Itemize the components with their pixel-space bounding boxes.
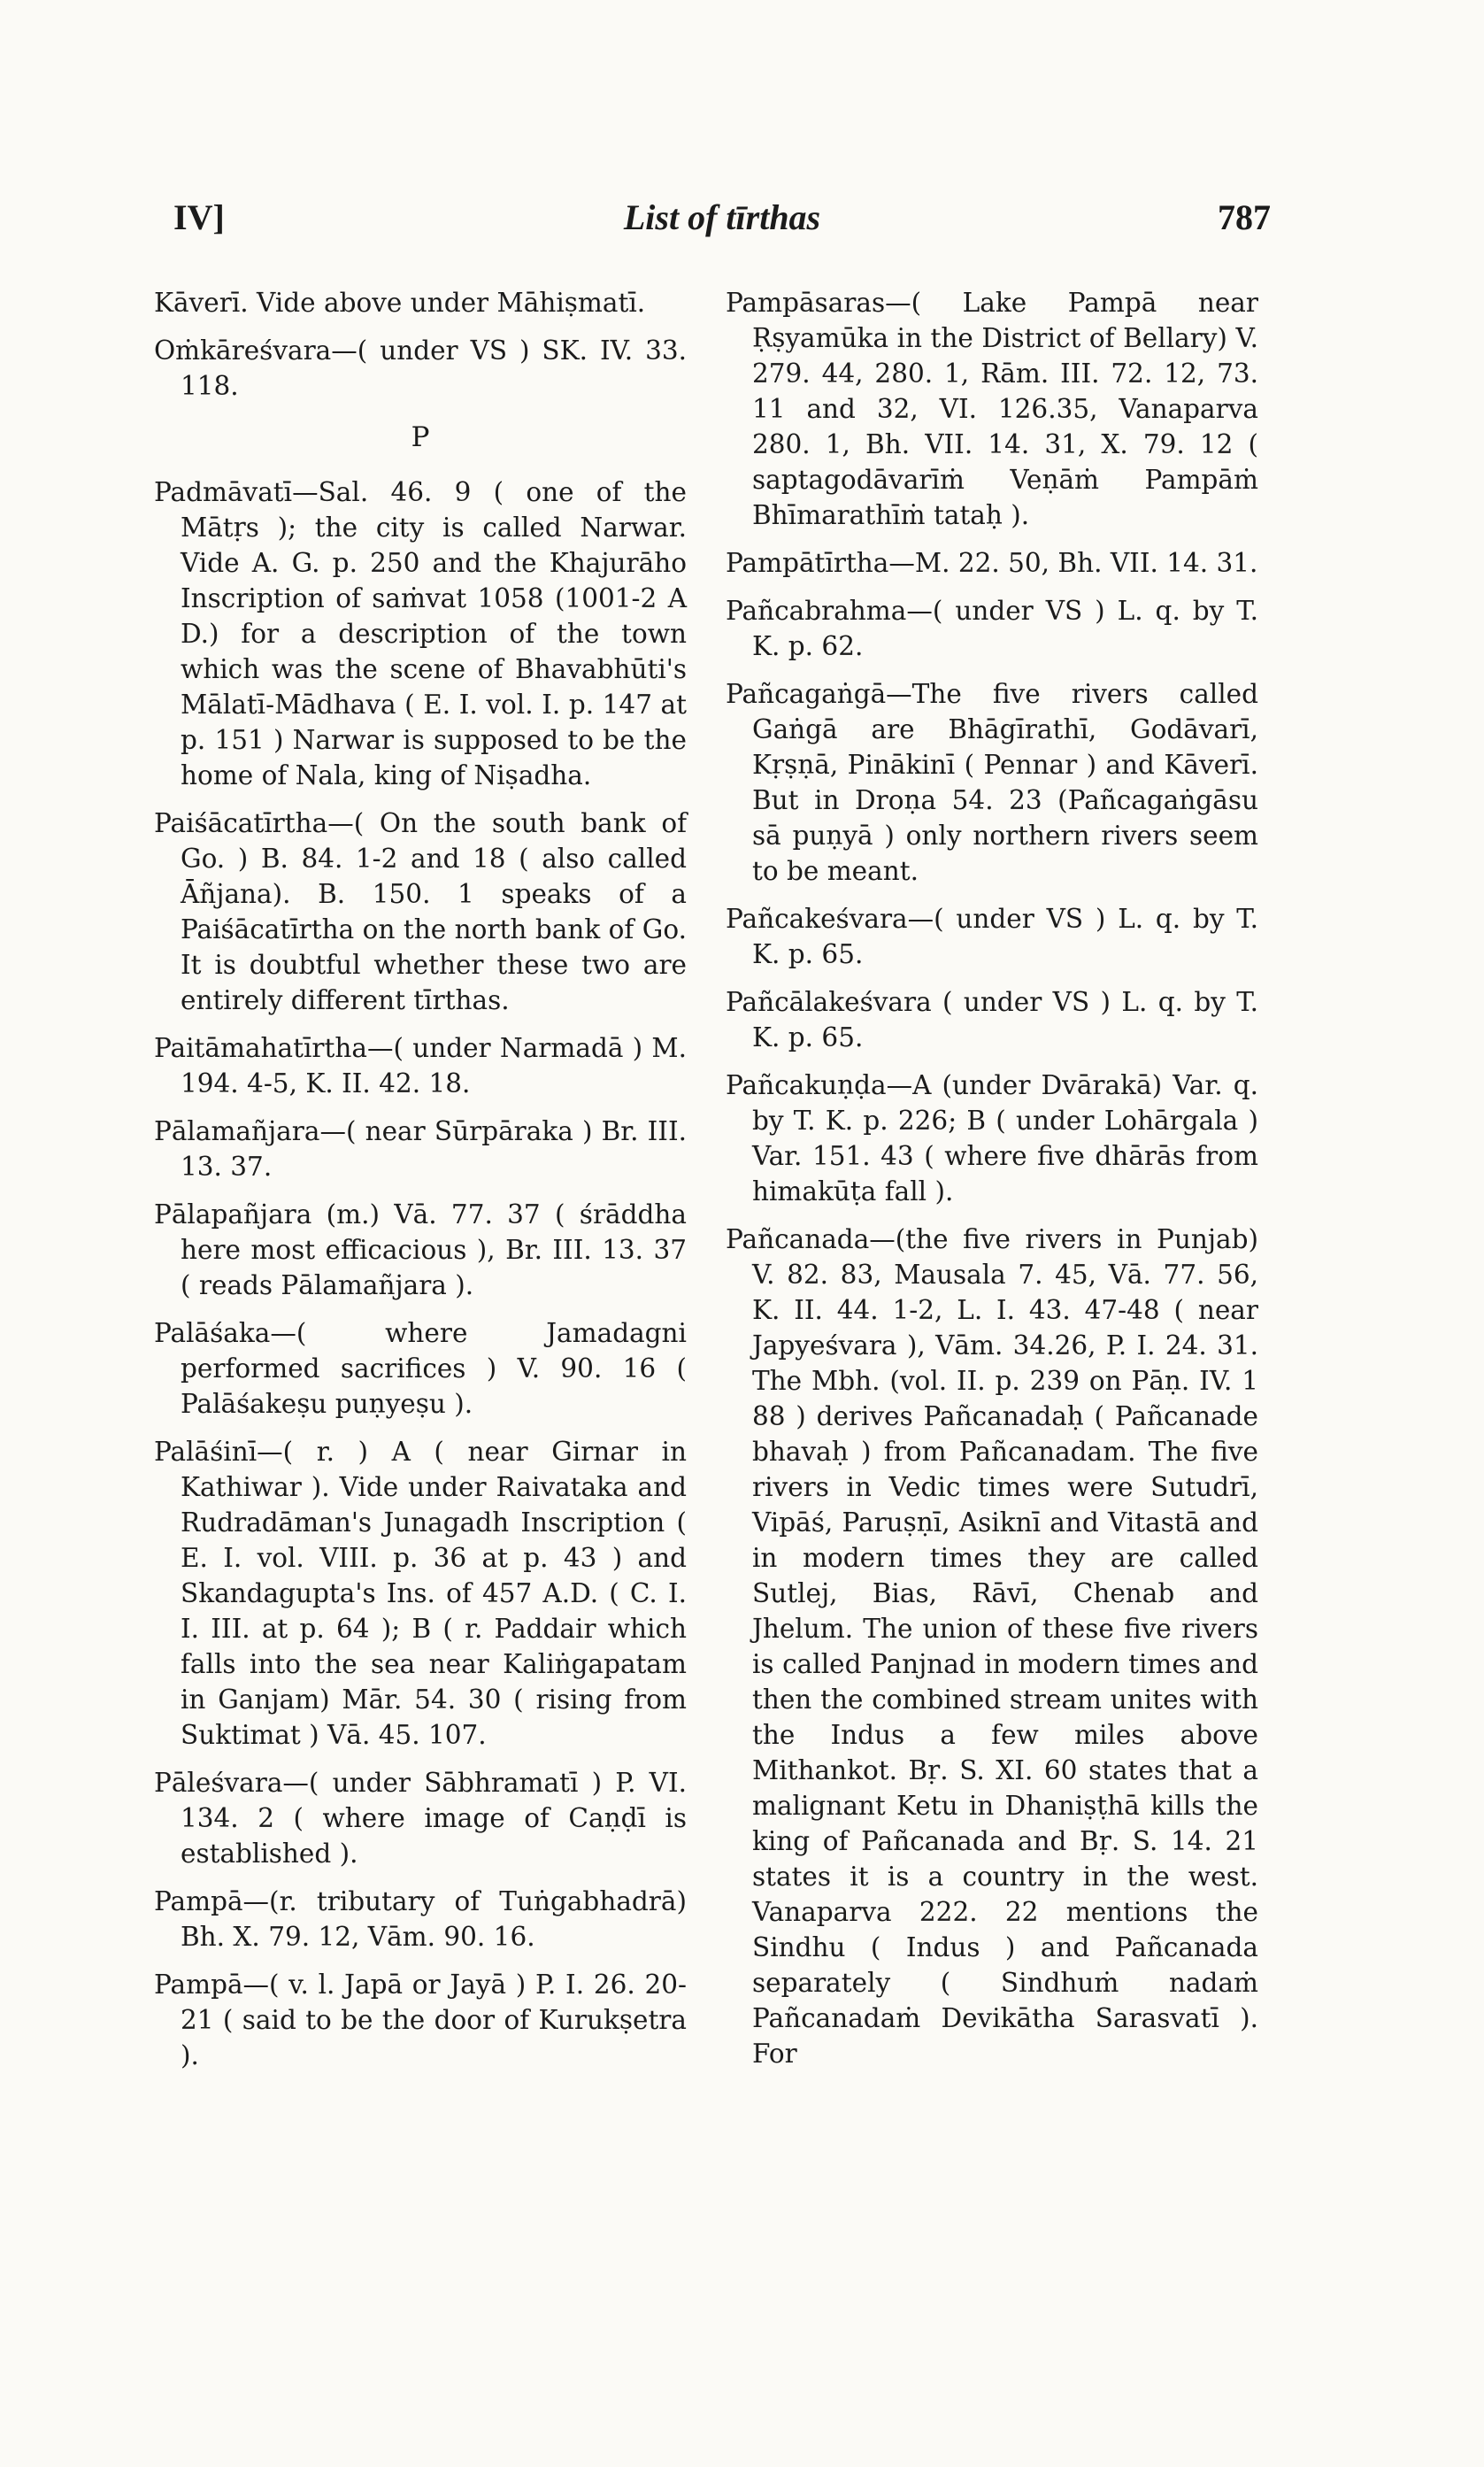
entry: Pampātīrtha—M. 22. 50, Bh. VII. 14. 31. <box>726 548 1258 578</box>
section-number: IV] <box>173 197 225 237</box>
right-column <box>726 285 1258 2084</box>
entry: Palāśaka—( where Jamadagni performed sacrifices ) V. 90. 16 ( Palāśakeṣu puṇyeṣu ). <box>154 1318 687 1419</box>
entry: Padmāvatī—Sal. 46. 9 ( one of the Mātṛs ); the city is called Narwar. Vide A. G. p. 250 and the Khajurāho Inscription of saṁvat 1058 (1001-2 A D.) for a description of the town which was the scene of Bhavabhūti's Mālatī-Mādhava ( E. I. vol. I. p. 147 at p. 151 ) Narwar is supposed to be the home of Nala, king of Niṣadha. <box>154 477 687 790</box>
entry: Paitāmahatīrtha—( under Narmadā ) M. 194. 4-5, K. II. 42. 18. <box>154 1033 687 1099</box>
entry: Oṁkāreśvara—( under VS ) SK. IV. 33. 118. <box>154 335 687 401</box>
entry: Kāverī. Vide above under Māhiṣmatī. <box>154 288 646 318</box>
entry: Pañcakeśvara—( under VS ) L. q. by T. K. p. 65. <box>726 904 1258 969</box>
entry: Pañcakuṇḍa—A (under Dvārakā) Var. q. by T. K. p. 226; B ( under Lohārgala ) Var. 151. 43 ( where five dhārās from himakūṭa fall ). <box>726 1070 1258 1207</box>
entry: Pañcabrahma—( under VS ) L. q. by T. K. p. 62. <box>726 596 1258 661</box>
entry: Palāśinī—( r. ) A ( near Girnar in Kathiwar ). Vide under Raivataka and Rudradāman's Junagadh Inscription ( E. I. vol. VIII. p. 36 at p. 43 ) and Skandagupta's Ins. of 457 A.D. ( C. I. I. III. at p. 64 ); B ( r. Paddair which falls into the sea near Kaliṅgapatam in Ganjam) Mār. 54. 30 ( rising from Suktimat ) Vā. 45. 107. <box>154 1437 687 1750</box>
running-title: List of tīrthas <box>623 197 821 237</box>
entry: Pañcanada—(the five rivers in Punjab) V. 82. 83, Mausala 7. 45, Vā. 77. 56, K. II. 44. 1-2, L. I. 43. 47-48 ( near Japyeśvara ), Vām. 34.26, P. I. 24. 31. The Mbh. (vol. II. p. 239 on Pāṇ. IV. 1 88 ) derives Pañcanadaḥ ( Pañcanade bhavaḥ ) from Pañcanadam. The five rivers in Vedic times were Sutudrī, Vipāś, Paruṣṇī, Asiknī and Vitastā and in modern times they are called Sutlej, Bias, Rāvī, Chenab and Jhelum. The union of these five rivers is called Panjnad in modern times and then the combined stream unites with the Indus a few miles above Mithankot. Bṛ. S. XI. 60 states that a malignant Ketu in Dhaniṣṭhā kills the king of Pañcanada and Bṛ. S. 14. 21 states it is a country in the west. Vanaparva 222. 22 mentions the Sindhu ( Indus ) and Pañcanada separately ( Sindhuṁ nadaṁ Pañcanadaṁ Devikātha Sarasvatī ). For <box>726 1224 1258 2069</box>
page-number: 787 <box>1218 197 1271 237</box>
entry: Pālapañjara (m.) Vā. 77. 37 ( śrāddha here most efficacious ), Br. III. 13. 37 ( reads Pālamañjara ). <box>154 1199 687 1300</box>
entry: Paiśācatīrtha—( On the south bank of Go. ) B. 84. 1-2 and 18 ( also called Āñjana). B. 150. 1 speaks of a Paiśācatīrtha on the north bank of Go. It is doubtful whether these two are entirely different tīrthas. <box>154 808 687 1015</box>
page-header <box>173 197 1271 241</box>
letter-heading: P <box>411 421 430 453</box>
entry: Pampāsaras—( Lake Pampā near Ṛṣyamūka in the District of Bellary) V. 279. 44, 280. 1, Rām. III. 72. 12, 73. 11 and 32, VI. 126.35, Vanaparva 280. 1, Bh. VII. 14. 31, X. 79. 12 ( saptagodāvarīṁ Veṇāṁ Pampāṁ Bhīmarathīṁ tataḥ ). <box>726 288 1258 530</box>
entry: Pampā—( v. l. Japā or Jayā ) P. I. 26. 20-21 ( said to be the door of Kurukṣetra ). <box>154 1970 687 2070</box>
entry: Pāleśvara—( under Sābhramatī ) P. VI. 134. 2 ( where image of Caṇḍī is established ). <box>154 1768 687 1869</box>
entry: Pañcālakeśvara ( under VS ) L. q. by T. K. p. 65. <box>726 987 1258 1052</box>
entry: Pañcagaṅgā—The five rivers called Gaṅgā are Bhāgīrathī, Godāvarī, Kṛṣṇā, Pinākinī ( Pennar ) and Kāverī. But in Droṇa 54. 23 (Pañcagaṅgāsu sā puṇyā ) only northern rivers seem to be meant. <box>726 679 1258 886</box>
left-column <box>154 285 687 2085</box>
entry: Pālamañjara—( near Sūrpāraka ) Br. III. 13. 37. <box>154 1116 687 1182</box>
entry: Pampā—(r. tributary of Tuṅgabhadrā) Bh. X. 79. 12, Vām. 90. 16. <box>154 1886 687 1952</box>
